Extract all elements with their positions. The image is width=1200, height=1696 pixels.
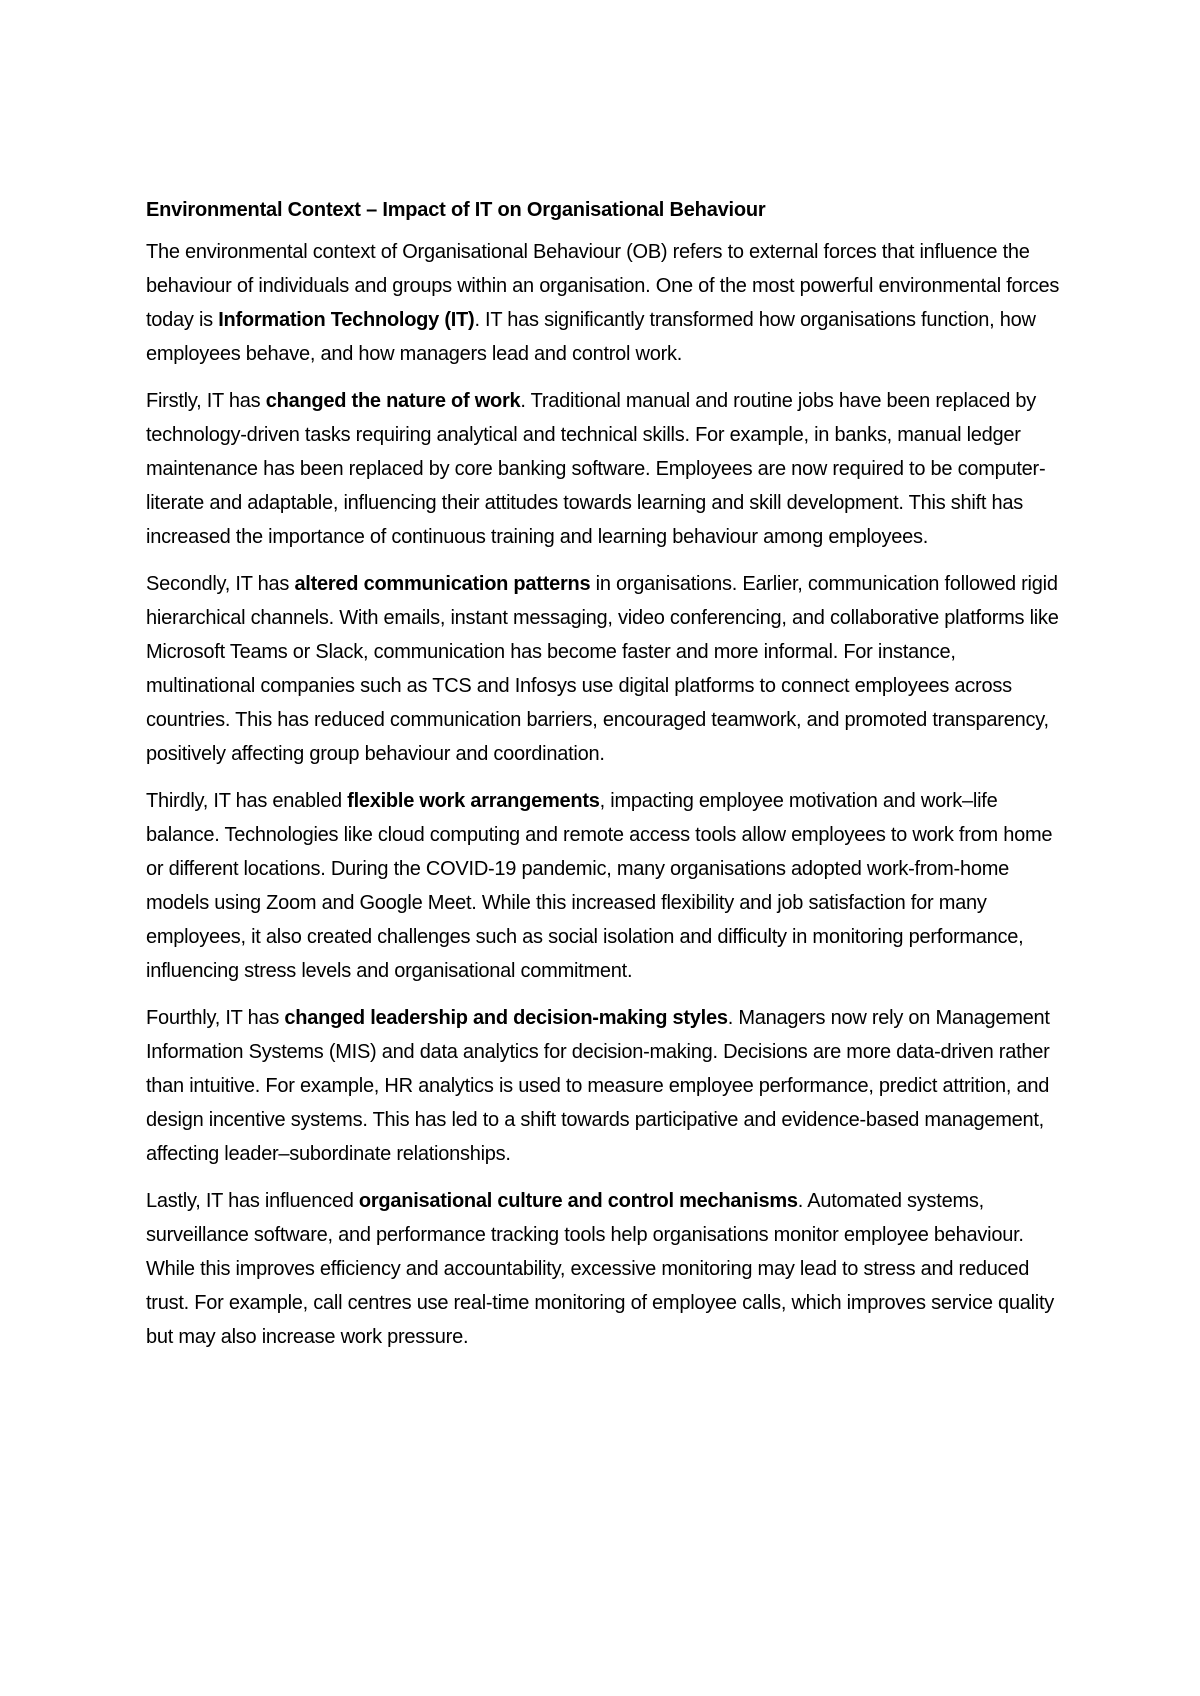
paragraph-text: . Automated systems, surveillance software, and performance tracking tools help organisations monitor employee behaviour. While this improves efficiency and accountability, excessive monitoring may lead to stress and reduced trust. For example, call centres use real-time monitoring of employee calls, which improves service quality but may also increase work pressure.: [146, 1190, 1055, 1348]
paragraph-secondly: [146, 567, 1066, 771]
paragraph-bold-term: organisational culture and control mechanisms: [358, 1190, 798, 1212]
paragraph-text: , impacting employee motivation and work–life balance. Technologies like cloud computing and remote access tools allow employees to work from home or different locations. During the COVID-19 pandemic, many organisations adopted work-from-home models using Zoom and Google Meet. While this increased flexibility and job satisfaction for many employees, it also created challenges such as social isolation and difficulty in monitoring performance, influencing stress levels and organisational commitment.: [146, 790, 1053, 982]
paragraph-bold-term: flexible work arrangements: [347, 790, 600, 812]
paragraph-bold-term: changed the nature of work: [265, 390, 521, 412]
document-title: Environmental Context – Impact of IT on Organisational Behaviour: [146, 199, 766, 221]
paragraph-text: Firstly, IT has: [146, 390, 266, 412]
paragraph-text: Fourthly, IT has: [146, 1007, 285, 1029]
paragraph-lastly: [146, 1184, 1066, 1354]
paragraph-bold-term: Information Technology (IT): [218, 309, 475, 331]
paragraph-bold-term: changed leadership and decision-making styles: [284, 1007, 728, 1029]
paragraph-text: in organisations. Earlier, communication followed rigid hierarchical channels. With emails, instant messaging, video conferencing, and collaborative platforms like Microsoft Teams or Slack, communication has become faster and more informal. For instance, multinational companies such as TCS and Infosys use digital platforms to connect employees across countries. This has reduced communication barriers, encouraged teamwork, and promoted transparency, positively affecting group behaviour and coordination.: [146, 573, 1059, 765]
paragraph-fourthly: [146, 1001, 1066, 1171]
paragraph-text: . Managers now rely on Management Information Systems (MIS) and data analytics for decision-making. Decisions are more data-driven rather than intuitive. For example, HR analytics is used to measure employee performance, predict attrition, and design incentive systems. This has led to a shift towards participative and evidence-based management, affecting leader–subordinate relationships.: [146, 1007, 1050, 1165]
paragraph-text: Lastly, IT has influenced: [146, 1190, 359, 1212]
paragraph-text: . IT has significantly transformed how organisations function, how employees behave, and how managers lead and control work.: [146, 309, 1036, 365]
paragraph-text: Secondly, IT has: [146, 573, 295, 595]
paragraph-text: The environmental context of Organisational Behaviour (OB) refers to external forces that influence the behaviour of individuals and groups within an organisation. One of the most powerful environmental forces today is: [146, 241, 1060, 331]
paragraph-intro: [146, 235, 1066, 371]
document-page: [146, 193, 1066, 1367]
paragraph-text: Thirdly, IT has enabled: [146, 790, 348, 812]
paragraph-firstly: [146, 384, 1066, 554]
paragraph-text: . Traditional manual and routine jobs have been replaced by technology-driven tasks requiring analytical and technical skills. For example, in banks, manual ledger maintenance has been replaced by core banking software. Employees are now required to be computer-literate and adaptable, influencing their attitudes towards learning and skill development. This shift has increased the importance of continuous training and learning behaviour among employees.: [146, 390, 1046, 548]
paragraph-bold-term: altered communication patterns: [294, 573, 591, 595]
paragraph-thirdly: [146, 784, 1066, 988]
